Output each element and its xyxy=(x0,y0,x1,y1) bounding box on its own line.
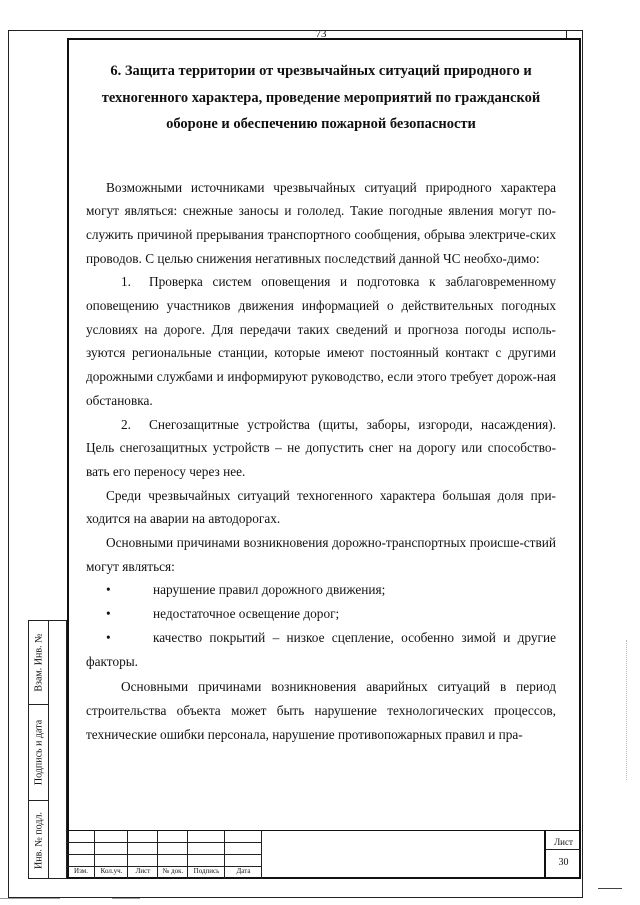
signature-date-label: Подпись и дата xyxy=(33,719,45,786)
sheet-box xyxy=(544,830,581,879)
section-title: 6. Защита территории от чрезвычайных ситуаций природного и техногенного характера, проведение мероприятий по гражданской обороне и обеспечению пожарной безопасности xyxy=(101,63,541,132)
technogenic-paragraph: Среди чрезвычайных ситуаций техногенного характера большая доля при-ходится на аварии на автодорогах. xyxy=(86,487,556,527)
bullet-icon: • xyxy=(106,606,111,622)
sheet-divider xyxy=(546,849,581,850)
replace-inv-label: Взам. Инв. № xyxy=(33,633,45,692)
scan-artifact xyxy=(112,898,140,899)
sheet-number: 30 xyxy=(558,857,569,868)
construction-paragraph: Основными причинами возникновения аварийных ситуаций в период строительства объекта может быть нарушение технологических процессов, технические ошибки персонала, нарушение противопожарных правил и пра- xyxy=(86,679,556,742)
bullet-text: недостаточное освещение дорог; xyxy=(153,606,340,622)
item-1-number: 1. xyxy=(121,274,131,290)
bullet-item xyxy=(86,578,556,602)
col-label-quantity: Кол.уч. xyxy=(100,867,123,875)
scan-artifact xyxy=(626,640,628,780)
item-1-text: Проверка систем оповещения и подготовка к заблаговременному оповещению участников движения информацией о действительных погодных условиях на дороге. Для передачи таких сведений и прогноза погоды исполь-зуются региональные станции, которые имеют постоянный контакт с другими дорожными службами и информируют руководство, если этого требует дорож-ная обстановка. xyxy=(86,274,556,408)
strip-cell-replace-inv xyxy=(29,621,48,705)
bullet-icon: • xyxy=(106,629,111,645)
strip-cell-signature-date xyxy=(29,705,48,801)
bullet-text: нарушение правил дорожного движения; xyxy=(153,582,386,598)
original-inv-label: Инв. № подл. xyxy=(33,812,45,869)
bullet-icon: • xyxy=(106,582,111,598)
page-number: 73 xyxy=(315,28,327,40)
col-label-date: Дата xyxy=(236,867,251,875)
strip-cell-original-inv xyxy=(29,801,48,880)
scan-artifact xyxy=(0,898,60,899)
col-label-change: Изм. xyxy=(74,867,88,875)
scan-artifact xyxy=(598,888,622,889)
numbered-item-2 xyxy=(86,413,556,484)
item-2-number: 2. xyxy=(121,416,131,432)
sheet-label: Лист xyxy=(554,837,573,847)
intro-paragraph: Возможными источниками чрезвычайных ситуаций природного характера могут являться: снежные заносы и гололед. Такие погодные явления могут по-служить причиной прерывания транспортного сообщения, обрыва электриче-ских проводов. С целью снижения негативных последствий данной ЧС необхо-димо: xyxy=(86,179,556,266)
document-body xyxy=(86,58,556,746)
col-label-sheet: Лист xyxy=(135,867,151,875)
numbered-item-1 xyxy=(86,270,556,412)
col-label-signature: Подпись xyxy=(193,867,220,875)
item-2-text: Снегозащитные устройства (щиты, заборы, изгороди, насаждения). Цель снегозащитных устройств – не допустить снег на дорогу или способство-вать его переносу через нее. xyxy=(86,416,556,479)
bullet-text: качество покрытий – низкое сцепление, особенно зимой и другие факторы. xyxy=(86,629,556,669)
title-block xyxy=(67,830,581,879)
col-label-doc-no: № док. xyxy=(162,867,184,875)
approval-strip xyxy=(28,620,67,879)
bullet-item xyxy=(86,626,556,673)
causes-intro-paragraph: Основными причинами возникновения дорожно-транспортных происше-ствий могут являться: xyxy=(86,535,556,574)
bullet-item xyxy=(86,602,556,626)
